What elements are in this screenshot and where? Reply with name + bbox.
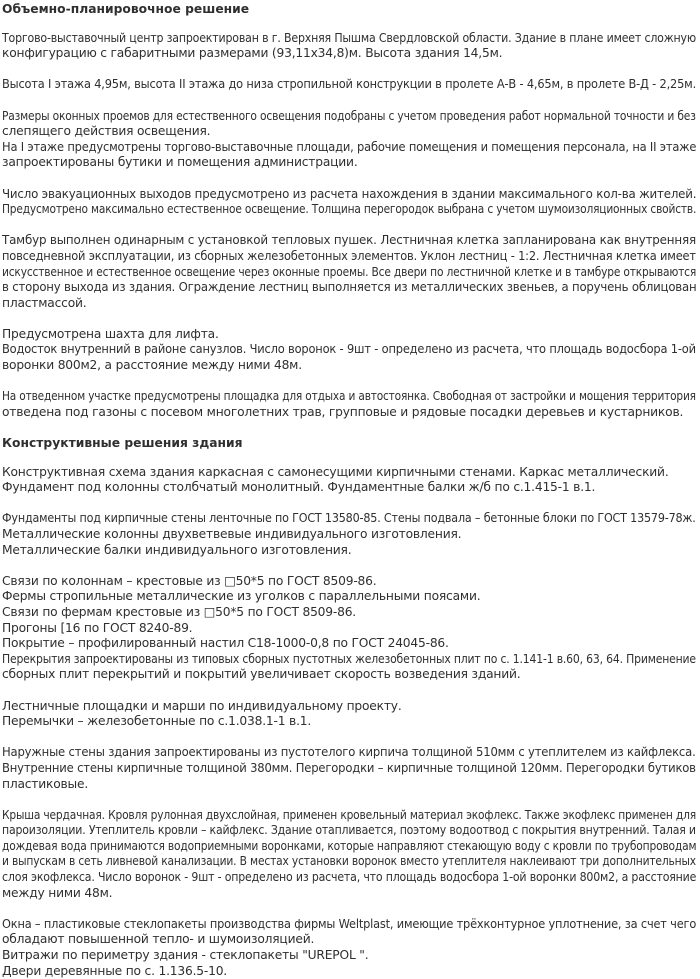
text-line: Фундамент под колонны столбчатый монолитный. Фундаментные балки ж/б по с.1.415-1 в.1. [2,480,596,495]
text-line: На отведенном участке предусмотрены площадка для отдыха и автостоянка. Свободная от застройки и мощения территория [2,389,696,404]
text-line: слоя экофлекса. Число воронок - 9шт - определено из расчета, что площадь водосбора 1-ой воронки 800м2, а расстояние [2,870,697,885]
paragraph [2,917,698,979]
paragraph [2,327,698,374]
paragraph [2,745,698,792]
paragraph [2,699,698,730]
text-line: Витражи по периметру здания - стеклопакеты "UREPOL ". [2,948,369,963]
text-line: Перемычки – железобетонные по с.1.038.1-1 в.1. [2,714,312,729]
section-heading: Объемно-планировочное решение [2,2,250,16]
paragraph [2,511,698,558]
text-line: Наружные стены здания запроектированы из пустотелого кирпича толщиной 510мм с утеплителем из кайфлекса. [2,745,696,760]
text-line: Крыша чердачная. Кровля рулонная двухслойная, применен кровельный материал экофлекс. Также экофлекс применен для [2,807,696,822]
text-line: Тамбур выполнен одинарным с установкой тепловых пушек. Лестничная клетка запланирована как внутренняя [2,233,696,248]
text-line: Число эвакуационных выходов предусмотрено из расчета нахождения в здании максимального кол-ва жителей. [2,186,697,201]
text-line: Водосток внутренний в районе санузлов. Число воронок - 9шт - определено из расчета, что площадь водосбора 1-ой [2,342,696,357]
paragraph [2,574,698,683]
text-line: повседневной эксплуатации, из сборных железобетонных элементов. Уклон лестниц - 1:2. Лестничная клетка имеет [2,248,696,263]
text-line: Двери деревянные по с. 1.136.5-10. [2,963,228,978]
text-line: искусственное и естественное освещение через оконные проемы. Все двери по лестничной клетке и в тамбуре открываются [2,264,697,279]
text-line: Высота I этажа 4,95м, высота II этажа до низа стропильной конструкции в пролете А-В - 4,65м, в пролете В-Д - 2,25м. [2,77,697,92]
text-line: Покрытие – профилированный настил С18-1000-0,8 по ГОСТ 24045-86. [2,636,449,651]
text-line: Связи по колоннам – крестовые из □50*5 по ГОСТ 8509-86. [2,573,377,588]
text-line: Лестничные площадки и марши по индивидуальному проекту. [2,698,402,713]
text-line: пластиковые. [2,776,89,791]
text-line: сборных плит перекрытий и покрытий увеличивает скорость возведения зданий. [2,667,521,682]
text-line: Металлические балки индивидуального изготовления. [2,542,352,557]
text-line: пластмассой. [2,295,87,310]
text-line: Предусмотрено максимально естественное освещение. Толщина перегородок выбрана с учетом шумоизоляционных свойств. [2,202,697,217]
text-line: Металлические колонны двухветвевые индивидуального изготовления. [2,527,462,541]
text-line: слепящего действия освещения. [2,124,211,139]
text-line: Связи по фермам крестовые из □50*5 по ГОСТ 8509-86. [2,604,357,619]
paragraph [2,465,698,496]
text-line: конфигурацию с габаритными размерами (93,11х34,8)м. Высота здания 14,5м. [2,46,503,61]
text-line: в сторону выхода из здания. Ограждение лестниц выполняется из металлических звеньев, а поручень облицован [2,280,697,295]
text-line: дождевая вода принимаются водоприемными воронками, которые направляют стекающую воду с кровли по трубопроводам [2,838,697,853]
text-line: пароизоляции. Утеплитель кровли – кайфлекс. Здание отапливается, поэтому водоотвод с покрытия внутренний. Талая и [2,823,696,838]
text-line: Фундаменты под кирпичные стены ленточные по ГОСТ 13580-85. Стены подвала – бетонные блоки по ГОСТ 13579-78ж. [2,511,696,526]
paragraph [2,233,698,311]
text-line: Размеры оконных проемов для естественного освещения подобраны с учетом проведения работ нормальной точности и без [2,108,696,123]
text-line: Окна – пластиковые стеклопакеты производства фирмы Weltplast, имеющие трёхконтурное уплотнение, за счет чего [2,916,697,931]
text-line: Торгово-выставочный центр запроектирован в г. Верхняя Пышма Свердловской области. Здание в плане имеет сложную [2,30,696,45]
text-line: Фермы стропильные металлические из уголков с параллельными поясами. [2,589,481,604]
text-line: Прогоны [16 по ГОСТ 8240-89. [2,620,193,635]
paragraph [2,389,698,420]
paragraph [2,109,698,171]
text-line: между ними 48м. [2,885,113,900]
section-heading: Конструктивные решения здания [2,436,243,451]
text-line: запроектированы бутики и помещения администрации. [2,155,358,170]
text-line: и выпускам в сеть ливневой канализации. В местах установки воронок вместо утеплителя наклеивают три дополнительных [2,854,696,869]
text-line: обладают повышенной тепло- и шумоизоляцией. [2,932,315,947]
paragraph [2,77,698,93]
text-line: отведена под газоны с посевом многолетних трав, групповые и рядовые посадки деревьев и кустарников. [2,404,684,419]
text-line: Конструктивная схема здания каркасная с самонесущими кирпичными стенами. Каркас металлический. [2,464,669,479]
paragraph [2,31,698,62]
text-line: Перекрытия запроектированы из типовых сборных пустотных железобетонных плит по с. 1.141-1 в.60, 63, 64. Применение [2,651,696,666]
text-line: На I этаже предусмотрены торгово-выставочные площади, рабочие помещения и помещения персонала, на II этаже [2,139,697,154]
paragraph [2,808,698,902]
text-line: воронки 800м2, а расстояние между ними 48м. [2,358,302,373]
text-line: Предусмотрена шахта для лифта. [2,326,219,341]
paragraph [2,187,698,218]
text-line: Внутренние стены кирпичные толщиной 380мм. Перегородки – кирпичные толщиной 120мм. Перегородки бутиков [2,760,696,775]
